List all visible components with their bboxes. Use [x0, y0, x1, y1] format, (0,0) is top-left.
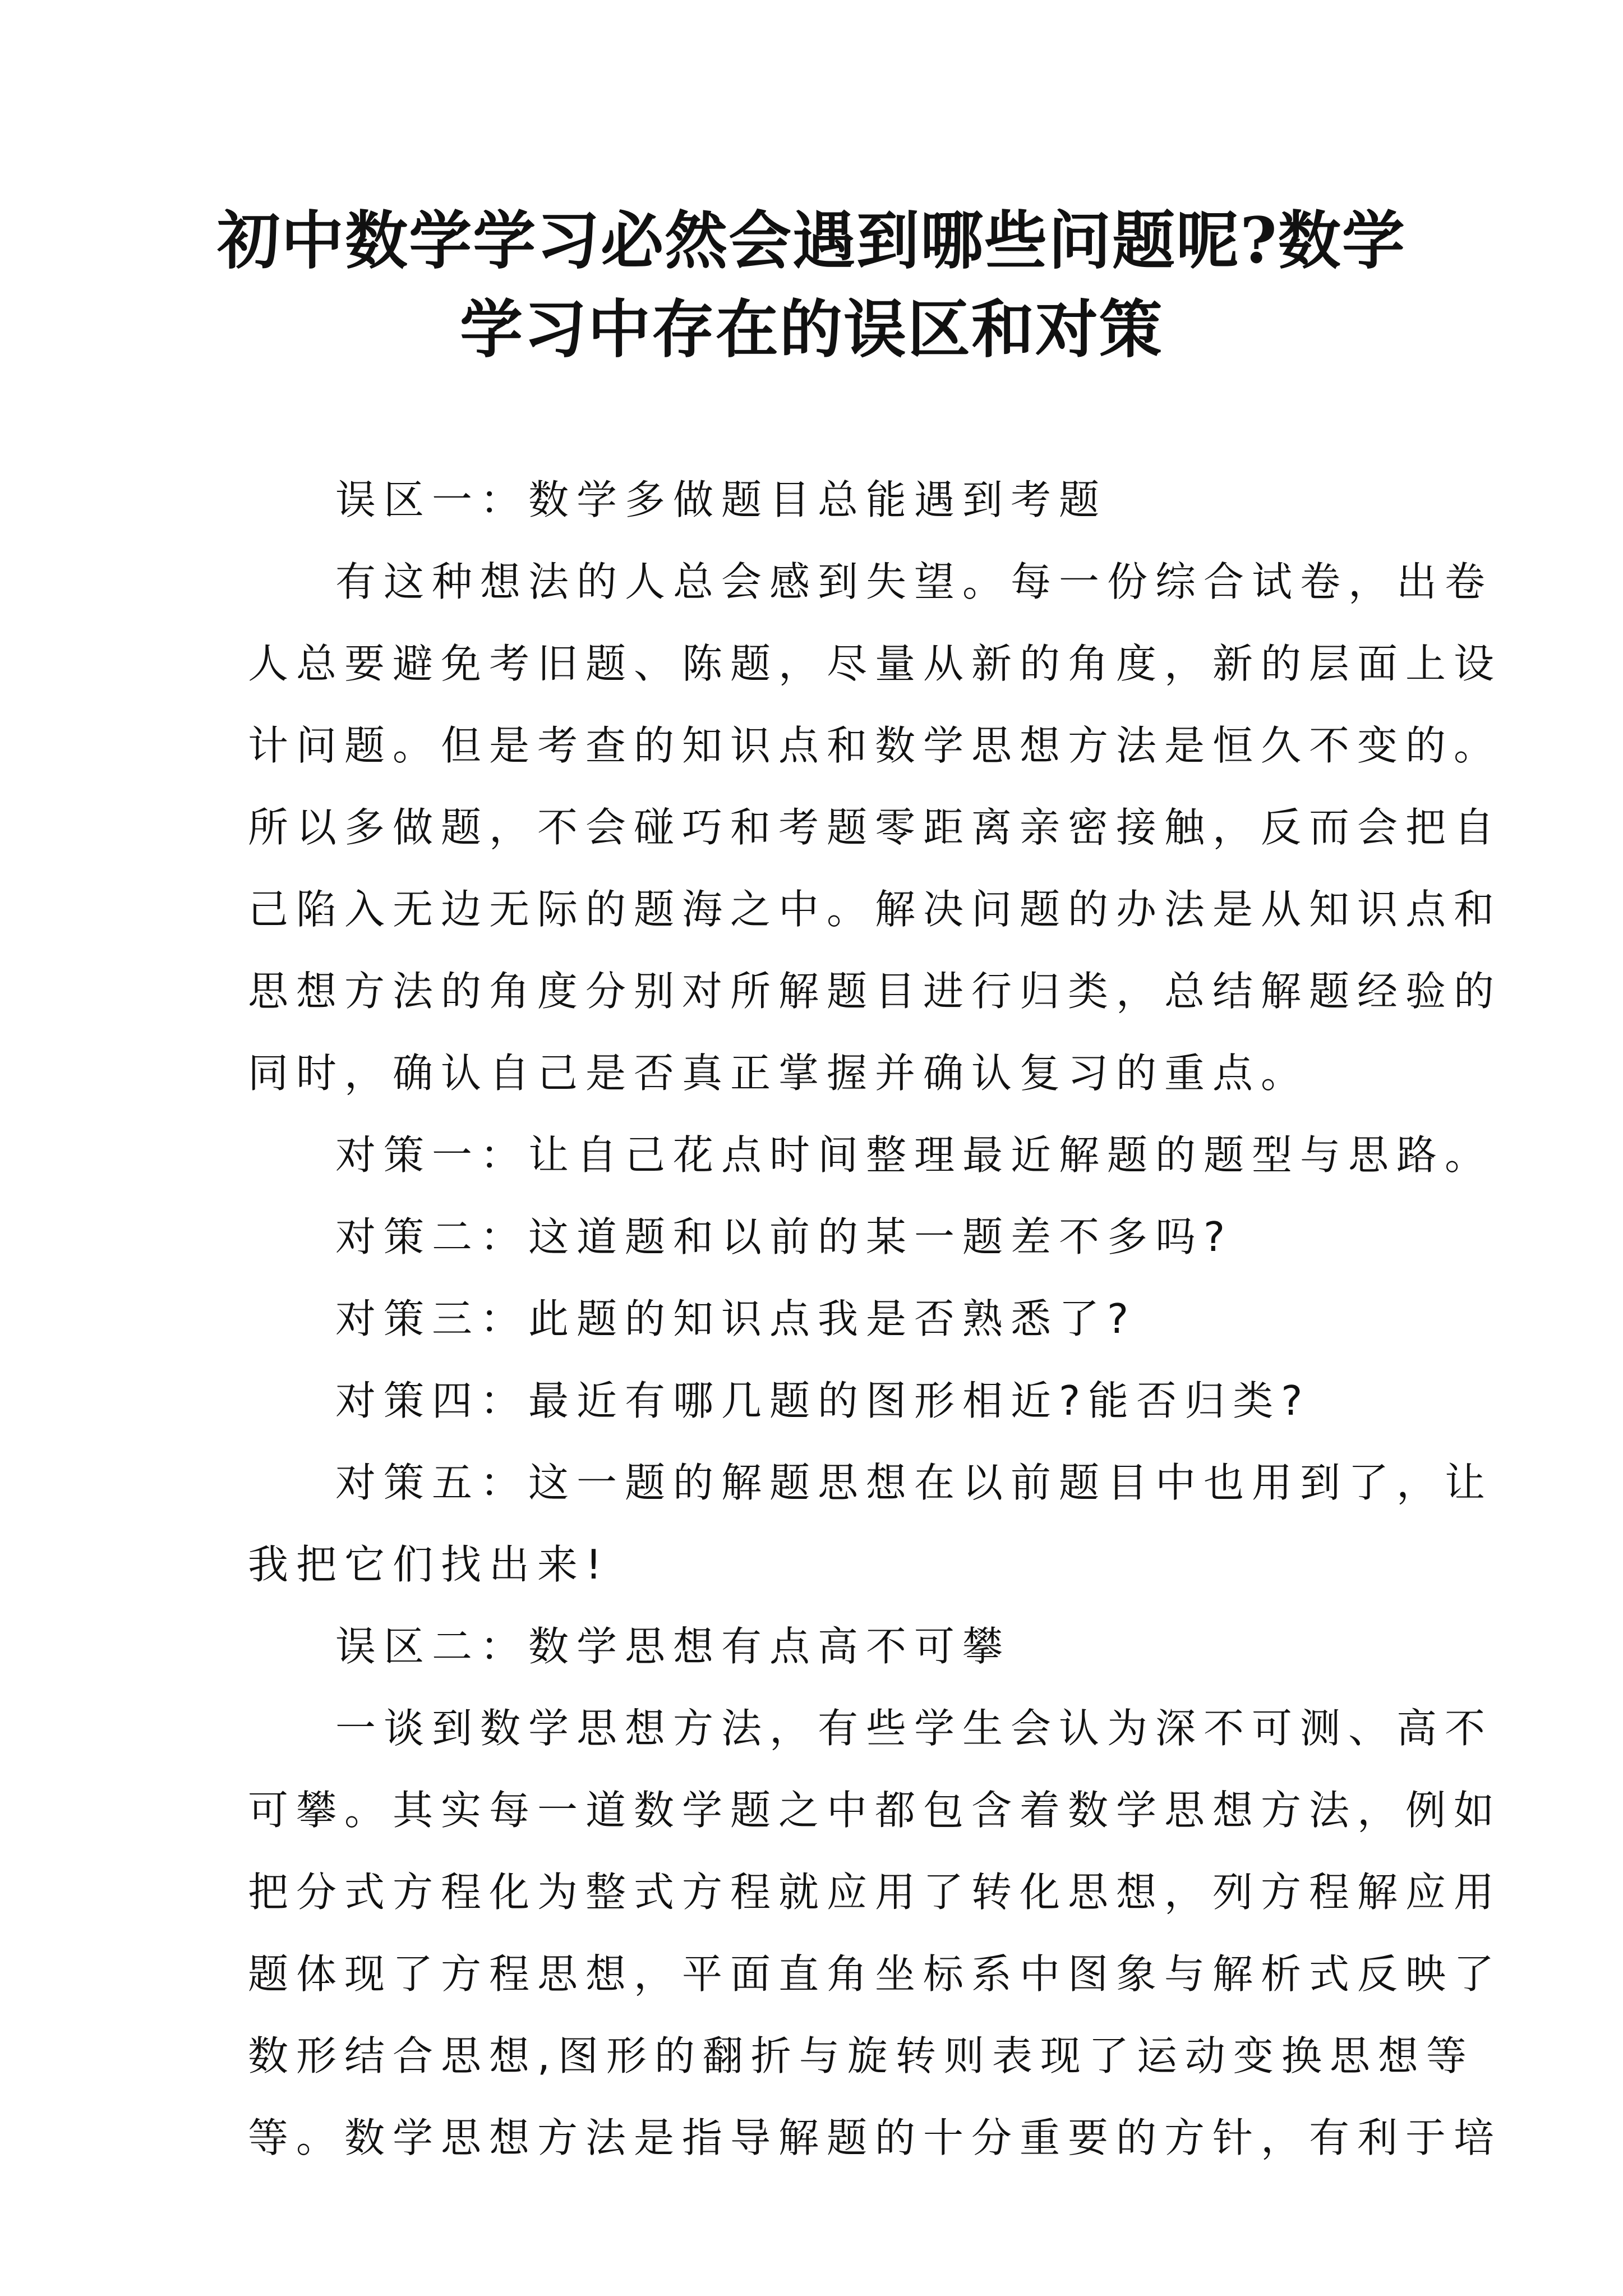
strategy-line: 对策三：此题的知识点我是否熟悉了?	[335, 1295, 1137, 1342]
paragraph-line: 把分式方程化为整式方程就应用了转化思想，列方程解应用	[248, 1869, 1502, 1916]
document-title-line-1: 初中数学学习必然会遇到哪些问题呢?数学	[217, 204, 1406, 278]
paragraph-line: 一谈到数学思想方法，有些学生会认为深不可测、高不	[335, 1705, 1493, 1752]
paragraph-line: 可攀。其实每一道数学题之中都包含着数学思想方法，例如	[248, 1787, 1502, 1834]
strategy-line: 对策二：这道题和以前的某一题差不多吗?	[335, 1213, 1233, 1260]
strategy-line: 我把它们找出来!	[248, 1541, 610, 1588]
paragraph-line: 同时，确认自己是否真正掌握并确认复习的重点。	[248, 1050, 1310, 1097]
paragraph-line: 人总要避免考旧题、陈题，尽量从新的角度，新的层面上设	[248, 640, 1502, 687]
paragraph-line: 数形结合思想,图形的翻折与旋转则表现了运动变换思想等	[248, 2032, 1474, 2079]
paragraph-line: 等。数学思想方法是指导解题的十分重要的方针，有利于培	[248, 2114, 1502, 2161]
document-title-line-2: 学习中存在的误区和对策	[460, 293, 1163, 366]
paragraph-line: 有这种想法的人总会感到失望。每一份综合试卷，出卷	[335, 558, 1493, 605]
paragraph-line: 思想方法的角度分别对所解题目进行归类，总结解题经验的	[248, 968, 1502, 1015]
document-body	[248, 459, 1502, 2179]
section-heading: 误区二：数学思想有点高不可攀	[335, 1623, 1011, 1670]
paragraph-line: 所以多做题，不会碰巧和考题零距离亲密接触，反而会把自	[248, 804, 1502, 851]
paragraph-line: 题体现了方程思想，平面直角坐标系中图象与解析式反映了	[248, 1950, 1502, 1998]
strategy-line: 对策五：这一题的解题思想在以前题目中也用到了，让	[335, 1459, 1493, 1506]
paragraph-line: 己陷入无边无际的题海之中。解决问题的办法是从知识点和	[248, 886, 1502, 933]
strategy-line: 对策四：最近有哪几题的图形相近?能否归类?	[335, 1377, 1311, 1424]
paragraph-line: 计问题。但是考查的知识点和数学思想方法是恒久不变的。	[248, 722, 1502, 769]
section-heading: 误区一：数学多做题目总能遇到考题	[335, 476, 1108, 523]
strategy-line: 对策一：让自己花点时间整理最近解题的题型与思路。	[335, 1131, 1493, 1179]
